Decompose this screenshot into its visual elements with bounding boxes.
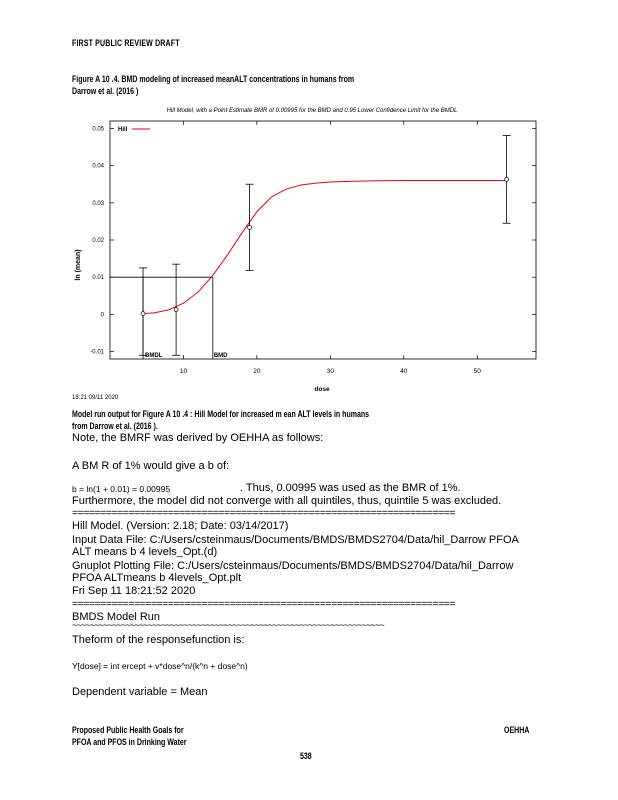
- separator-2: ====================================================================: [72, 598, 455, 610]
- gnuplot-line1: Gnuplot Plotting File: C:/Users/csteinmaus/Documents/BMDS/BMDS2704/Data/hil_Darrow: [72, 560, 514, 572]
- bmr-lines: [110, 277, 213, 359]
- x-axis: [180, 121, 481, 375]
- bmd-chart: [72, 105, 542, 405]
- series-line-hill: [143, 181, 507, 314]
- y-tick-label: 0.05: [92, 126, 104, 133]
- x-tick-label: 40: [400, 368, 408, 375]
- y-axis: [90, 126, 536, 355]
- gnuplot-line2: PFOA ALTmeans b 4levels_Opt.plt: [72, 572, 242, 584]
- run-date: Fri Sep 11 18:21:52 2020: [72, 585, 196, 597]
- points-group: [139, 136, 511, 356]
- bmd-label: BMD: [213, 353, 228, 359]
- form-text: Theform of the responsefunction is:: [72, 634, 245, 646]
- bmr-text: A BM R of 1% would give a b of:: [72, 460, 230, 472]
- input-data-line2: ALT means b 4 levels_Opt.(d): [72, 546, 218, 558]
- hill-model-text: Hill Model. (Version: 2.18; Date: 03/14/2017): [72, 520, 289, 532]
- footer-left-line1: Proposed Public Health Goals for: [72, 725, 184, 735]
- dependent-variable: Dependent variable = Mean: [72, 686, 208, 698]
- x-tick-label: 20: [253, 368, 261, 375]
- chart-timestamp: 18:21 09/11 2020: [72, 395, 119, 401]
- furthermore-text: Furthermore, the model did not converge with all quintiles, thus, quintile 5 was excluded.: [72, 495, 502, 507]
- footer-left-line2: PFOA and PFOS in Drinking Water: [72, 737, 187, 747]
- page-number: 538: [300, 751, 312, 761]
- model-output-line2: from Darrow et al. (2016 ).: [72, 421, 158, 431]
- x-tick-label: 30: [326, 368, 334, 375]
- data-point: [248, 225, 252, 229]
- legend-label: Hill: [118, 127, 128, 133]
- bmds-run-text: BMDS Model Run: [72, 611, 161, 623]
- formula-text: b = ln(1 + 0.01) = 0.00995: [72, 484, 171, 494]
- x-axis-label: dose: [314, 386, 330, 393]
- legend: [118, 127, 150, 133]
- note-text: Note, the BMRF was derived by OEHHA as follows:: [72, 432, 324, 444]
- data-point: [174, 308, 178, 312]
- y-axis-label: ln (mean): [75, 249, 82, 281]
- input-data-line1: Input Data File: C:/Users/csteinmaus/Documents/BMDS/BMDS2704/Data/hil_Darrow PFOA: [72, 534, 519, 546]
- figure-caption-line2: Darrow et al. (2016 ): [72, 86, 139, 96]
- bmdl-label: BMDL: [145, 353, 163, 359]
- figure-caption-line1: Figure A 10 .4. BMD modeling of increased meanALT concentrations in humans from: [72, 74, 355, 84]
- data-point: [505, 177, 509, 181]
- y-tick-label: -0.01: [90, 349, 104, 356]
- x-tick-label: 10: [179, 368, 188, 375]
- plot-frame: [110, 121, 536, 359]
- chart-svg: [72, 105, 542, 405]
- y-tick-label: 0: [100, 312, 104, 319]
- y-dose-formula: Y[dose] = int ercept + v*dose^n/(k^n + dose^n): [72, 661, 248, 671]
- tilde-separator: ~~~~~~~~~~~~~~~~~~~~~~~~~~~~~~~~~~~~~~~~~~~~~~~~~~~~~~~~~~~~~~~~~~~~~~: [72, 620, 384, 630]
- model-output-line1: Model run output for Figure A 10 .4 : Hill Model for increased m ean ALT levels in humans: [72, 409, 370, 419]
- y-tick-label: 0.01: [92, 275, 104, 282]
- draft-header: FIRST PUBLIC REVIEW DRAFT: [72, 38, 180, 48]
- y-tick-label: 0.02: [92, 238, 104, 244]
- footer-right: OEHHA: [504, 725, 530, 735]
- series-group: [143, 181, 507, 314]
- y-tick-label: 0.04: [92, 163, 104, 170]
- y-tick-label: 0.03: [92, 200, 104, 207]
- x-tick-label: 50: [473, 368, 481, 375]
- thus-text: . Thus, 0.00995 was used as the BMR of 1%.: [240, 482, 461, 494]
- separator-1: ====================================================================: [72, 507, 455, 519]
- data-point: [141, 312, 145, 316]
- chart-title: Hill Model, with a Point Estimate BMR of 0.00995 for the BMD and 0.95 Lower Confidence Limit for the BMDL: [166, 108, 458, 114]
